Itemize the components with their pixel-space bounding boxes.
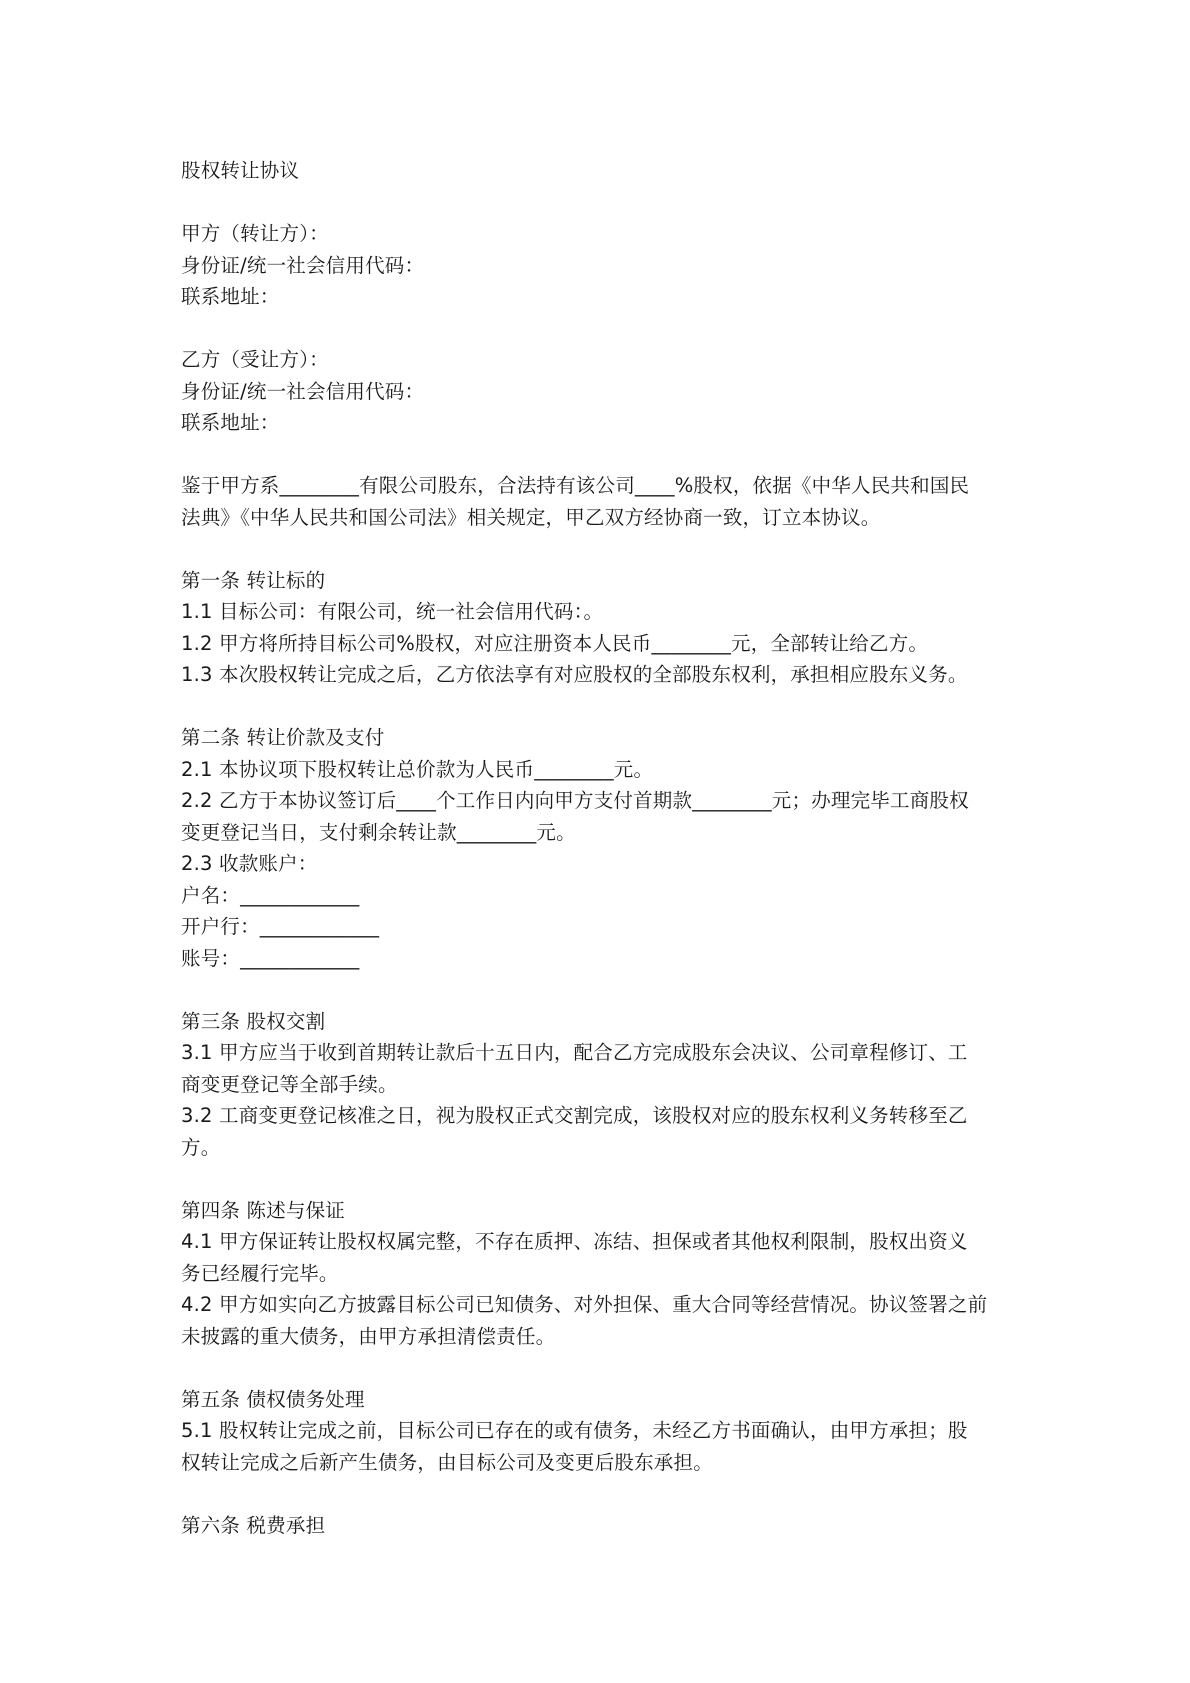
clause-1-2: 1.2 甲方将所持目标公司%股权，对应注册资本人民币________元，全部转让给乙方。 (181, 631, 929, 655)
clause-3-2-cont: 方。 (181, 1135, 221, 1159)
clause-1-1: 1.1 目标公司：有限公司，统一社会信用代码：。 (181, 600, 604, 623)
article-2-section (181, 722, 1021, 974)
article-6-section (181, 1510, 1021, 1542)
clause-4-1: 4.1 甲方保证转让股权权属完整，不存在质押、冻结、担保或者其他权利限制，股权出资义 (181, 1230, 968, 1253)
clause-4-1-cont: 务已经履行完毕。 (181, 1261, 339, 1285)
document-page (181, 155, 1021, 1541)
article-5-section (181, 1384, 1021, 1479)
clause-2-2-cont: 变更登记当日，支付剩余转让款________元。 (181, 820, 576, 844)
clause-3-2: 3.2 工商变更登记核准之日，视为股权正式交割完成，该股权对应的股东权利义务转移至乙 (181, 1104, 968, 1127)
article-3-section (181, 1006, 1021, 1164)
spacer (181, 439, 1021, 471)
preamble-line: 鉴于甲方系________有限公司股东，合法持有该公司____%股权，依据《中华人民共和国民 (181, 474, 970, 497)
party-b-id-line: 身份证/统一社会信用代码： (181, 379, 425, 403)
clause-2-3: 2.3 收款账户： (181, 852, 318, 875)
spacer (181, 313, 1021, 345)
spacer (181, 1352, 1021, 1384)
spacer (181, 1478, 1021, 1510)
clause-4-2: 4.2 甲方如实向乙方披露目标公司已知债务、对外担保、重大合同等经营情况。协议签署之前 (181, 1293, 988, 1316)
account-number-line: 账号：____________ (181, 946, 360, 970)
article-1-heading: 第一条 转让标的 (181, 568, 326, 592)
spacer (181, 187, 1021, 219)
spacer (181, 1163, 1021, 1195)
article-1-section (181, 565, 1021, 691)
account-name-line: 户名：____________ (181, 883, 360, 907)
article-6-heading: 第六条 税费承担 (181, 1513, 326, 1537)
document-title: 股权转让协议 (181, 159, 300, 182)
party-a-heading: 甲方（转让方）： (181, 222, 329, 245)
clause-4-2-cont: 未披露的重大债务，由甲方承担清偿责任。 (181, 1324, 556, 1348)
party-b-section (181, 344, 1021, 439)
spacer (181, 533, 1021, 565)
preamble-line: 法典》《中华人民共和国公司法》相关规定，甲乙双方经协商一致，订立本协议。 (181, 505, 881, 529)
clause-3-1: 3.1 甲方应当于收到首期转让款后十五日内，配合乙方完成股东会决议、公司章程修订、工 (181, 1041, 968, 1064)
article-5-heading: 第五条 债权债务处理 (181, 1387, 365, 1411)
clause-5-1-cont: 权转让完成之后新产生债务，由目标公司及变更后股东承担。 (181, 1450, 713, 1474)
article-4-heading: 第四条 陈述与保证 (181, 1198, 345, 1222)
clause-2-2: 2.2 乙方于本协议签订后____个工作日内向甲方支付首期款________元；办理完毕工商股权 (181, 789, 969, 812)
article-4-section (181, 1195, 1021, 1353)
spacer (181, 691, 1021, 723)
clause-5-1: 5.1 股权转让完成之前，目标公司已存在的或有债务，未经乙方书面确认，由甲方承担；股 (181, 1419, 968, 1442)
party-b-heading: 乙方（受让方）： (181, 348, 329, 371)
clause-2-1: 2.1 本协议项下股权转让总价款为人民币________元。 (181, 757, 654, 781)
party-a-section (181, 218, 1021, 313)
account-bank-line: 开户行：____________ (181, 915, 380, 938)
clause-3-1-cont: 商变更登记等全部手续。 (181, 1072, 398, 1096)
party-b-address-line: 联系地址： (181, 411, 280, 434)
preamble-section (181, 470, 1021, 533)
spacer (181, 974, 1021, 1006)
party-a-id-line: 身份证/统一社会信用代码： (181, 253, 425, 277)
party-a-address-line: 联系地址： (181, 285, 280, 308)
article-3-heading: 第三条 股权交割 (181, 1009, 326, 1033)
clause-1-3: 1.3 本次股权转让完成之后，乙方依法享有对应股权的全部股东权利，承担相应股东义务。 (181, 663, 968, 686)
article-2-heading: 第二条 转让价款及支付 (181, 726, 385, 749)
